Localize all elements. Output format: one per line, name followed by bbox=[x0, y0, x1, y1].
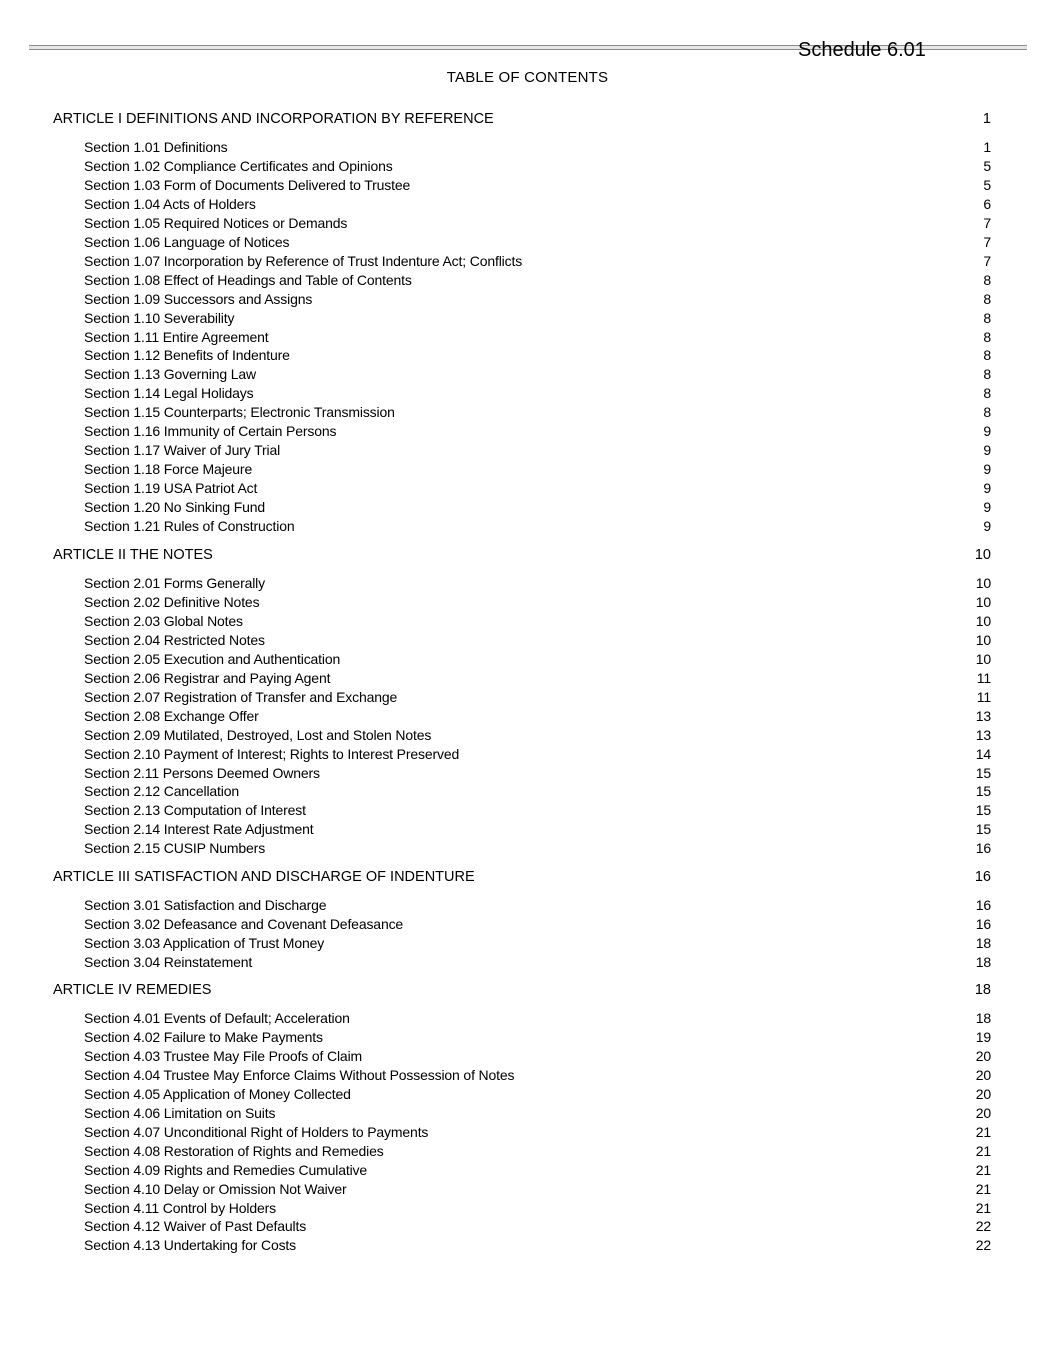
section-title: Section 3.02 Defeasance and Covenant Defeasance bbox=[84, 915, 404, 932]
section-title: Section 4.08 Restoration of Rights and Remedies bbox=[84, 1142, 384, 1159]
section-page-number: 10 bbox=[975, 593, 991, 610]
toc-entry[interactable] bbox=[84, 176, 991, 195]
toc-entry[interactable] bbox=[84, 1047, 991, 1066]
toc-entry[interactable] bbox=[84, 1217, 991, 1236]
section-page-number: 20 bbox=[975, 1066, 991, 1083]
section-title: Section 4.02 Failure to Make Payments bbox=[84, 1028, 323, 1045]
section-page-number: 1 bbox=[983, 139, 991, 155]
section-page-number: 10 bbox=[975, 612, 991, 629]
section-title: Section 2.06 Registrar and Paying Agent bbox=[84, 669, 331, 686]
toc-entry[interactable] bbox=[84, 1123, 991, 1142]
toc-entry[interactable] bbox=[84, 801, 991, 820]
toc-entry[interactable] bbox=[84, 346, 991, 365]
section-title: Section 4.13 Undertaking for Costs bbox=[84, 1237, 297, 1254]
section-title: Section 1.04 Acts of Holders bbox=[84, 195, 256, 212]
toc-entry[interactable] bbox=[84, 896, 991, 915]
toc-entry[interactable] bbox=[84, 1142, 991, 1161]
section-title: Section 4.04 Trustee May Enforce Claims Without Possession of Notes bbox=[84, 1066, 515, 1083]
section-title: Section 2.08 Exchange Offer bbox=[84, 707, 259, 724]
section-page-number: 11 bbox=[976, 669, 991, 686]
section-page-number: 8 bbox=[983, 404, 991, 421]
section-page-number: 8 bbox=[983, 309, 991, 326]
section-page-number: 16 bbox=[975, 840, 991, 857]
section-page-number: 20 bbox=[975, 1085, 991, 1102]
section-title: Section 1.02 Compliance Certificates and Opinions bbox=[84, 157, 393, 174]
section-page-number: 5 bbox=[983, 157, 991, 174]
section-title: Section 2.04 Restricted Notes bbox=[84, 631, 265, 648]
toc-entry[interactable] bbox=[84, 479, 991, 498]
section-title: Section 1.18 Force Majeure bbox=[84, 461, 253, 478]
toc-entry[interactable] bbox=[84, 460, 991, 479]
section-title: Section 4.10 Delay or Omission Not Waiver bbox=[84, 1180, 347, 1197]
toc-entry[interactable] bbox=[84, 422, 991, 441]
section-page-number: 21 bbox=[975, 1142, 991, 1159]
toc-entry[interactable] bbox=[84, 517, 991, 536]
section-title: Section 1.05 Required Notices or Demands bbox=[84, 214, 348, 231]
toc-entry[interactable] bbox=[84, 157, 991, 176]
section-title: Section 1.11 Entire Agreement bbox=[84, 328, 269, 345]
section-page-number: 7 bbox=[983, 214, 991, 231]
section-page-number: 15 bbox=[975, 783, 991, 800]
toc-entry[interactable] bbox=[84, 195, 991, 214]
section-page-number: 16 bbox=[975, 897, 991, 913]
section-title: Section 3.04 Reinstatement bbox=[84, 953, 253, 970]
section-page-number: 13 bbox=[975, 707, 991, 724]
schedule-label: Schedule 6.01 bbox=[798, 39, 926, 61]
section-page-number: 10 bbox=[975, 631, 991, 648]
toc-entry[interactable] bbox=[84, 1028, 991, 1047]
section-page-number: 9 bbox=[983, 461, 991, 478]
section-title: Section 2.09 Mutilated, Destroyed, Lost and Stolen Notes bbox=[84, 726, 432, 743]
section-page-number: 9 bbox=[983, 480, 991, 497]
section-page-number: 11 bbox=[976, 688, 991, 705]
section-title: Section 1.20 No Sinking Fund bbox=[84, 499, 266, 516]
toc-entry[interactable] bbox=[84, 1009, 991, 1028]
toc-entry[interactable] bbox=[84, 498, 991, 517]
section-title: Section 1.09 Successors and Assigns bbox=[84, 290, 313, 307]
section-title: Section 2.15 CUSIP Numbers bbox=[84, 840, 266, 857]
section-title: Section 1.12 Benefits of Indenture bbox=[84, 347, 290, 364]
toc-entry[interactable] bbox=[84, 707, 991, 726]
section-title: Section 1.03 Form of Documents Delivered to Trustee bbox=[84, 176, 411, 193]
article-page-number: 1 bbox=[982, 111, 991, 127]
section-title: Section 1.01 Definitions bbox=[84, 139, 228, 155]
section-title: Section 1.13 Governing Law bbox=[84, 366, 256, 383]
section-title: Section 1.21 Rules of Construction bbox=[84, 518, 295, 534]
section-page-number: 8 bbox=[983, 290, 991, 307]
section-page-number: 21 bbox=[975, 1199, 991, 1216]
toc-entry[interactable] bbox=[84, 214, 991, 233]
toc-entry[interactable] bbox=[84, 745, 991, 764]
toc-entry[interactable] bbox=[84, 384, 991, 403]
toc-entry[interactable] bbox=[84, 138, 991, 157]
toc-entry[interactable] bbox=[84, 782, 991, 801]
toc-entry[interactable] bbox=[84, 290, 991, 309]
section-title: Section 4.06 Limitation on Suits bbox=[84, 1104, 276, 1121]
section-title: Section 1.10 Severability bbox=[84, 309, 235, 326]
article-title: ARTICLE II THE NOTES bbox=[53, 547, 213, 563]
toc-entry[interactable] bbox=[84, 1199, 991, 1218]
section-page-number: 16 bbox=[975, 915, 991, 932]
section-page-number: 21 bbox=[975, 1161, 991, 1178]
toc-entry[interactable] bbox=[84, 328, 991, 347]
section-title: Section 3.01 Satisfaction and Discharge bbox=[84, 897, 327, 913]
article-heading[interactable] bbox=[53, 981, 991, 1000]
toc-entry[interactable] bbox=[84, 839, 991, 858]
toc-entry[interactable] bbox=[84, 953, 991, 972]
toc-entry[interactable] bbox=[84, 574, 991, 593]
toc-entry[interactable] bbox=[84, 271, 991, 290]
toc-entry[interactable] bbox=[84, 233, 991, 252]
section-title: Section 4.12 Waiver of Past Defaults bbox=[84, 1218, 307, 1235]
section-title: Section 4.01 Events of Default; Acceleration bbox=[84, 1010, 350, 1026]
article-title: ARTICLE III SATISFACTION AND DISCHARGE OF INDENTURE bbox=[53, 869, 475, 885]
section-page-number: 18 bbox=[975, 934, 991, 951]
article-page-number: 16 bbox=[974, 869, 991, 885]
toc-entry[interactable] bbox=[84, 593, 991, 612]
section-title: Section 3.03 Application of Trust Money bbox=[84, 934, 325, 951]
section-page-number: 8 bbox=[983, 385, 991, 402]
toc-entry[interactable] bbox=[84, 612, 991, 631]
section-title: Section 2.05 Execution and Authentication bbox=[84, 650, 341, 667]
section-title: Section 1.06 Language of Notices bbox=[84, 233, 290, 250]
toc-entry[interactable] bbox=[84, 764, 991, 783]
section-title: Section 4.03 Trustee May File Proofs of Claim bbox=[84, 1047, 363, 1064]
section-title: Section 2.13 Computation of Interest bbox=[84, 802, 306, 819]
toc-entry[interactable] bbox=[84, 309, 991, 328]
section-page-number: 10 bbox=[975, 650, 991, 667]
section-title: Section 4.11 Control by Holders bbox=[84, 1199, 276, 1216]
section-page-number: 9 bbox=[983, 442, 991, 459]
section-page-number: 9 bbox=[983, 518, 991, 534]
section-page-number: 7 bbox=[983, 252, 991, 269]
article-title: ARTICLE I DEFINITIONS AND INCORPORATION BY REFERENCE bbox=[53, 111, 494, 127]
toc-entry[interactable] bbox=[84, 669, 991, 688]
section-page-number: 9 bbox=[983, 423, 991, 440]
toc-entry[interactable] bbox=[84, 365, 991, 384]
toc-entry[interactable] bbox=[84, 441, 991, 460]
section-title: Section 1.07 Incorporation by Reference of Trust Indenture Act; Conflicts bbox=[84, 252, 523, 269]
article-heading[interactable] bbox=[53, 546, 991, 565]
article-heading[interactable] bbox=[53, 110, 991, 129]
section-page-number: 8 bbox=[983, 328, 991, 345]
article-heading[interactable] bbox=[53, 868, 991, 887]
section-page-number: 20 bbox=[975, 1047, 991, 1064]
toc-entry[interactable] bbox=[84, 252, 991, 271]
section-title: Section 2.12 Cancellation bbox=[84, 783, 240, 800]
section-page-number: 8 bbox=[983, 366, 991, 383]
section-page-number: 6 bbox=[983, 195, 991, 212]
section-title: Section 1.15 Counterparts; Electronic Transmission bbox=[84, 404, 395, 421]
section-page-number: 18 bbox=[975, 1010, 991, 1026]
section-page-number: 7 bbox=[983, 233, 991, 250]
section-page-number: 8 bbox=[983, 271, 991, 288]
toc-entry[interactable] bbox=[84, 820, 991, 839]
section-title: Section 2.03 Global Notes bbox=[84, 612, 243, 629]
section-page-number: 20 bbox=[975, 1104, 991, 1121]
section-page-number: 14 bbox=[975, 745, 991, 762]
toc-entry[interactable] bbox=[84, 1066, 991, 1085]
toc-entry[interactable] bbox=[84, 1085, 991, 1104]
article-page-number: 18 bbox=[974, 982, 991, 998]
section-title: Section 4.07 Unconditional Right of Holders to Payments bbox=[84, 1123, 429, 1140]
article-title: ARTICLE IV REMEDIES bbox=[53, 982, 212, 998]
page-title: TABLE OF CONTENTS bbox=[446, 69, 609, 86]
article-page-number: 10 bbox=[974, 547, 991, 563]
section-title: Section 2.10 Payment of Interest; Rights to Interest Preserved bbox=[84, 745, 460, 762]
section-title: Section 1.14 Legal Holidays bbox=[84, 385, 254, 402]
section-title: Section 2.01 Forms Generally bbox=[84, 575, 265, 591]
toc-entry[interactable] bbox=[84, 934, 991, 953]
section-title: Section 2.07 Registration of Transfer and Exchange bbox=[84, 688, 398, 705]
toc-entry[interactable] bbox=[84, 650, 991, 669]
section-title: Section 1.08 Effect of Headings and Table of Contents bbox=[84, 271, 412, 288]
section-title: Section 2.02 Definitive Notes bbox=[84, 593, 260, 610]
toc-entry[interactable] bbox=[84, 1161, 991, 1180]
section-page-number: 18 bbox=[975, 953, 991, 970]
section-page-number: 5 bbox=[983, 176, 991, 193]
section-title: Section 1.19 USA Patriot Act bbox=[84, 480, 258, 497]
section-page-number: 15 bbox=[975, 821, 991, 838]
section-page-number: 9 bbox=[983, 499, 991, 516]
toc-entry[interactable] bbox=[84, 688, 991, 707]
section-page-number: 21 bbox=[975, 1123, 991, 1140]
section-title: Section 4.09 Rights and Remedies Cumulative bbox=[84, 1161, 368, 1178]
section-title: Section 2.14 Interest Rate Adjustment bbox=[84, 821, 314, 838]
toc-entry[interactable] bbox=[84, 1236, 991, 1255]
toc-entry[interactable] bbox=[84, 403, 991, 422]
section-title: Section 1.16 Immunity of Certain Persons bbox=[84, 423, 337, 440]
section-page-number: 15 bbox=[975, 764, 991, 781]
section-page-number: 22 bbox=[975, 1218, 991, 1235]
section-page-number: 15 bbox=[975, 802, 991, 819]
toc-entry[interactable] bbox=[84, 1104, 991, 1123]
section-page-number: 22 bbox=[975, 1237, 991, 1254]
toc-entry[interactable] bbox=[84, 631, 991, 650]
section-page-number: 21 bbox=[975, 1180, 991, 1197]
section-page-number: 8 bbox=[983, 347, 991, 364]
section-page-number: 19 bbox=[975, 1028, 991, 1045]
section-title: Section 2.11 Persons Deemed Owners bbox=[84, 764, 320, 781]
toc-entry[interactable] bbox=[84, 915, 991, 934]
toc-entry[interactable] bbox=[84, 1180, 991, 1199]
toc-entry[interactable] bbox=[84, 726, 991, 745]
section-page-number: 13 bbox=[975, 726, 991, 743]
section-page-number: 10 bbox=[975, 575, 991, 591]
section-title: Section 1.17 Waiver of Jury Trial bbox=[84, 442, 281, 459]
section-title: Section 4.05 Application of Money Collected bbox=[84, 1085, 351, 1102]
